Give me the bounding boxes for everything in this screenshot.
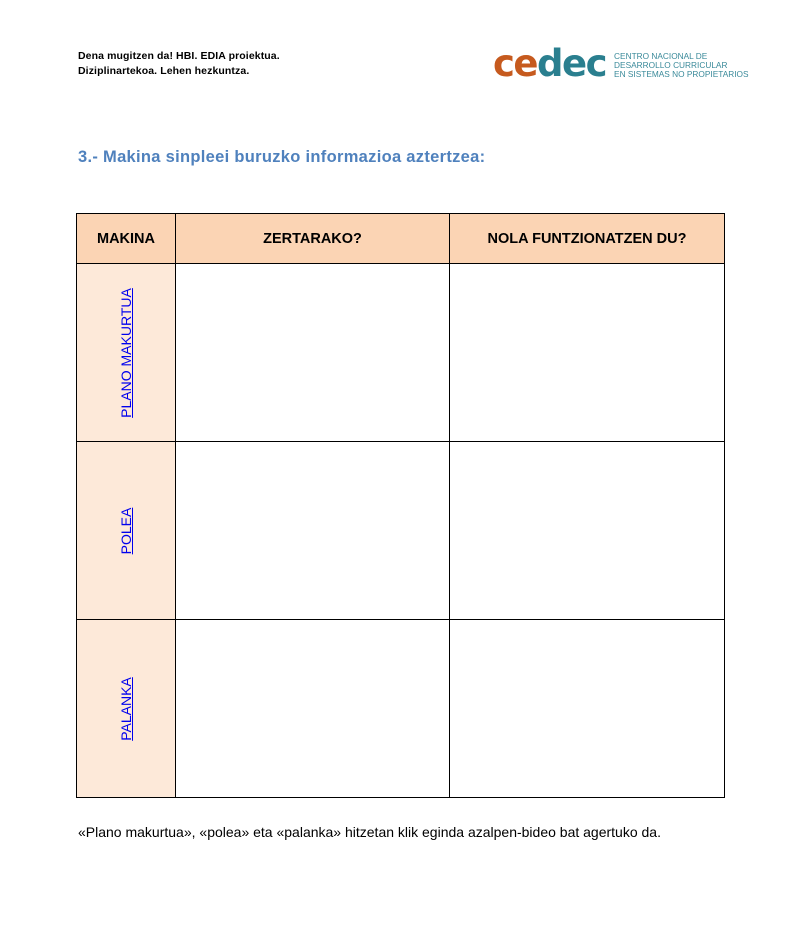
machines-table [76,213,725,798]
logo-wordmark [493,44,606,84]
machine-label-cell [77,264,176,442]
purpose-answer-cell[interactable] [176,264,450,442]
purpose-answer-cell[interactable] [176,442,450,620]
header-line-1: Dena mugitzen da! HBI. EDIA proiektua. [78,50,280,62]
logo-wordmark-dec: dec [537,42,607,85]
header-line-2: Diziplinartekoa. Lehen hezkuntza. [78,65,250,77]
logo-caption [614,52,748,79]
table-row [77,264,725,442]
footnote: «Plano makurtua», «polea» eta «palanka» hitzetan klik eginda azalpen-bideo bat agertuko da. [78,824,661,840]
column-header-machine: MAKINA [77,214,176,264]
plano-makurtua-link[interactable]: PLANO MAKURTUA [118,287,134,418]
document-header [78,49,280,79]
logo-caption-line-2: DESARROLLO CURRICULAR [614,59,728,70]
machine-label-cell [77,442,176,620]
how-it-works-answer-cell[interactable] [450,264,725,442]
logo-caption-line-3: EN SISTEMAS NO PROPIETARIOS [614,68,749,79]
palanka-link[interactable]: PALANKA [118,676,134,741]
section-title: 3.- Makina sinpleei buruzko informazioa aztertzea: [78,148,486,166]
table-header-row [77,214,725,264]
cedec-logo [493,44,749,84]
purpose-answer-cell[interactable] [176,620,450,798]
how-it-works-answer-cell[interactable] [450,620,725,798]
how-it-works-answer-cell[interactable] [450,442,725,620]
column-header-purpose: ZERTARAKO? [176,214,450,264]
logo-caption-line-1: CENTRO NACIONAL DE [614,50,708,61]
table-row [77,442,725,620]
machine-label-cell [77,620,176,798]
logo-wordmark-ce: ce [493,42,538,85]
polea-link[interactable]: POLEA [118,507,134,554]
table-row [77,620,725,798]
column-header-how-it-works: NOLA FUNTZIONATZEN DU? [450,214,725,264]
